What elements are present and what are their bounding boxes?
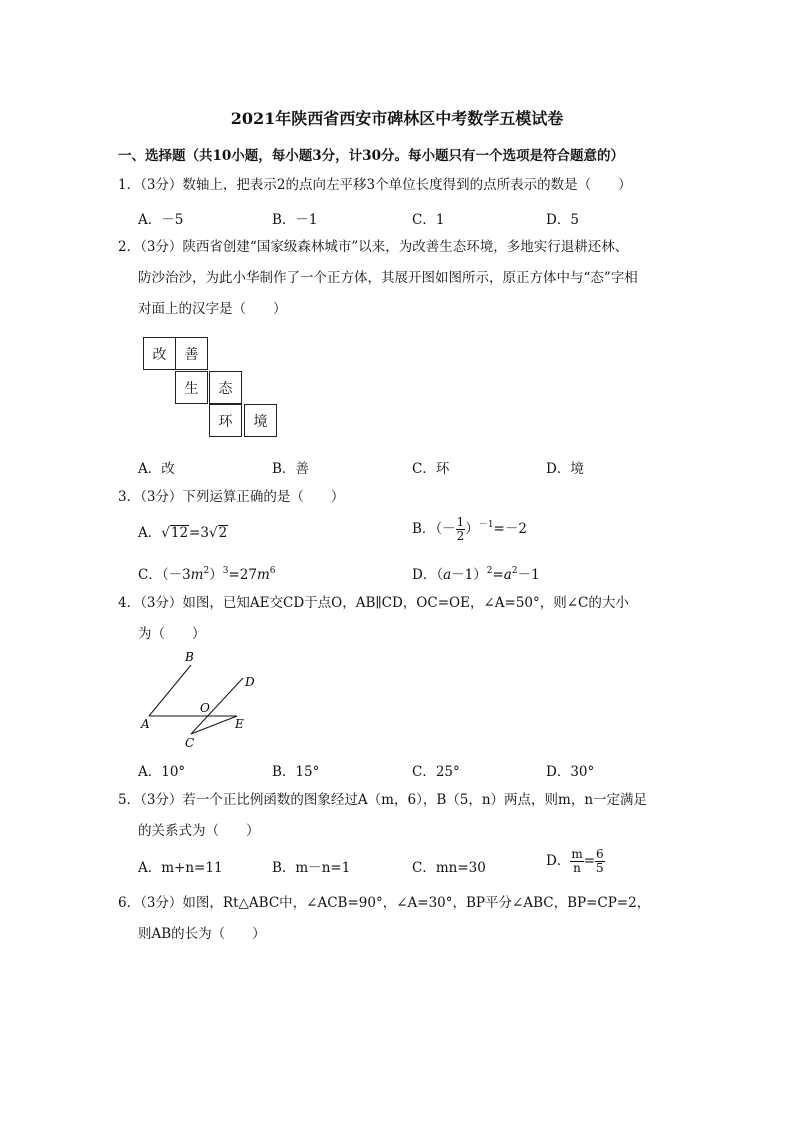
q4-option-c[interactable]: C．25° (412, 764, 460, 780)
net-cell-2: 善 (175, 337, 208, 370)
q3-b-minus: － (442, 521, 456, 537)
q1-option-b[interactable]: B．－1 (272, 212, 318, 228)
question-4-line-1: 4．（3分）如图，已知AE交CD于点O，AB∥CD，OC=OE，∠A=50°，则∠C的大小 (118, 595, 629, 611)
q2-option-d[interactable]: D．境 (546, 461, 584, 477)
question-4-line-2: 为（ ） (138, 626, 206, 642)
q3-c-var: m (190, 567, 204, 583)
q5-option-a[interactable]: A．m+n=11 (138, 860, 223, 876)
q5-d-eq: = (583, 853, 596, 869)
question-2-line-3: 对面上的汉字是（ ） (138, 301, 287, 317)
question-2-line-1: 2．（3分）陕西省创建“国家级森林城市”以来，为改善生态环境，多地实行退耕还林、 (118, 239, 629, 255)
q5-d-fraction-1 (570, 848, 583, 875)
q3-d-end: －1 (517, 567, 540, 583)
q5-option-d[interactable] (546, 848, 605, 875)
q3-b-fraction (456, 516, 466, 543)
q4-option-a[interactable]: A．10° (138, 764, 186, 780)
label-a: A (141, 717, 150, 731)
q5-d-fraction-2 (595, 848, 605, 875)
q5-d-denominator-2: 5 (596, 861, 604, 875)
q3-a-radicand: 12 (170, 525, 189, 541)
q5-option-c[interactable]: C．mn=30 (412, 860, 486, 876)
q1-option-c[interactable]: C．1 (412, 212, 445, 228)
q3-a-middle: =3 (189, 525, 209, 541)
q3-b-denominator: 2 (456, 529, 465, 543)
section-heading: 一、选择题（共10小题，每小题3分，计30分。每小题只有一个选项是符合题意的） (118, 148, 624, 164)
q3-d-var-2: a (503, 567, 512, 583)
q3-c-prefix: C．（－3 (138, 567, 191, 583)
segment-ce (191, 716, 237, 734)
question-6-line-1: 6．（3分）如图，Rt△ABC中，∠ACB=90°，∠A=30°，BP平分∠ABC，BP=CP=2， (118, 895, 651, 911)
q3-d-mid: －1） (451, 567, 487, 583)
q3-option-d[interactable] (412, 563, 540, 583)
segment-ab (149, 665, 191, 716)
q2-option-c[interactable]: C．环 (412, 461, 450, 477)
q4-option-b[interactable]: B．15° (272, 764, 320, 780)
q3-c-close: ） (209, 567, 223, 583)
question-5-line-2: 的关系式为（ ） (138, 823, 260, 839)
question-6-line-2: 则AB的长为（ ） (138, 926, 266, 942)
net-cell-1: 改 (143, 337, 176, 370)
question-3-stem: 3．（3分）下列运算正确的是（ ） (118, 489, 345, 505)
q3-b-numerator: 1 (456, 515, 465, 529)
q3-c-exp-3: 6 (269, 566, 276, 576)
net-cell-3: 生 (175, 371, 208, 404)
label-b: B (185, 650, 194, 664)
label-o: O (200, 701, 210, 715)
q2-option-a[interactable]: A．改 (138, 461, 175, 477)
q5-d-numerator-2: 6 (596, 847, 604, 861)
q3-option-a[interactable] (138, 521, 228, 541)
q4-option-d[interactable]: D．30° (546, 764, 595, 780)
q3-c-exp-2: 3 (222, 566, 229, 576)
q3-d-eq: = (492, 567, 504, 583)
question-5-line-1: 5．（3分）若一个正比例函数的图象经过A（m，6），B（5，n）两点，则m，n一定满足 (118, 792, 648, 808)
q3-option-b[interactable] (412, 516, 527, 543)
q3-b-close: ） (465, 521, 479, 537)
q3-c-var-2: m (256, 567, 270, 583)
net-cell-6: 境 (244, 404, 277, 437)
label-e: E (235, 717, 244, 731)
label-c: C (185, 736, 195, 750)
q3-a-radicand-2: 2 (218, 525, 228, 541)
page-title: 2021年陕西省西安市碑林区中考数学五模试卷 (230, 109, 564, 128)
q1-option-a[interactable]: A．－5 (138, 212, 184, 228)
net-cell-4: 态 (209, 371, 242, 404)
q5-d-prefix: D． (546, 853, 571, 869)
q3-d-exp: 2 (486, 566, 493, 576)
q3-a-prefix: A． (138, 525, 162, 541)
q3-d-var: a (443, 567, 452, 583)
question-1-stem: 1．（3分）数轴上，把表示2的点向左平移3个单位长度得到的点所表示的数是（ ） (118, 177, 632, 193)
q5-option-b[interactable]: B．m－n=1 (272, 860, 351, 876)
q5-d-denominator-1: n (573, 861, 581, 875)
q3-option-c[interactable] (138, 563, 276, 583)
q1-option-d[interactable]: D．5 (546, 212, 579, 228)
q3-c-eq: =27 (228, 567, 257, 583)
q5-d-numerator-1: m (571, 847, 583, 861)
q3-b-prefix: B．（ (412, 521, 443, 537)
q3-d-prefix: D．（ (412, 567, 444, 583)
label-d: D (245, 675, 255, 689)
q3-b-exponent: －1 (478, 520, 494, 530)
net-cell-5: 环 (209, 404, 242, 437)
q2-option-b[interactable]: B．善 (272, 461, 309, 477)
sqrt-sign-icon: √ (208, 525, 218, 541)
question-2-line-2: 防沙治沙，为此小华制作了一个正方体，其展开图如图所示，原正方体中与“态”字相 (138, 270, 638, 286)
sqrt-sign-icon: √ (161, 525, 170, 541)
q3-c-exp-1: 2 (203, 566, 210, 576)
parallel-lines-figure (135, 648, 265, 753)
q3-b-rest: =－2 (493, 521, 527, 537)
q3-d-exp-2: 2 (511, 566, 518, 576)
